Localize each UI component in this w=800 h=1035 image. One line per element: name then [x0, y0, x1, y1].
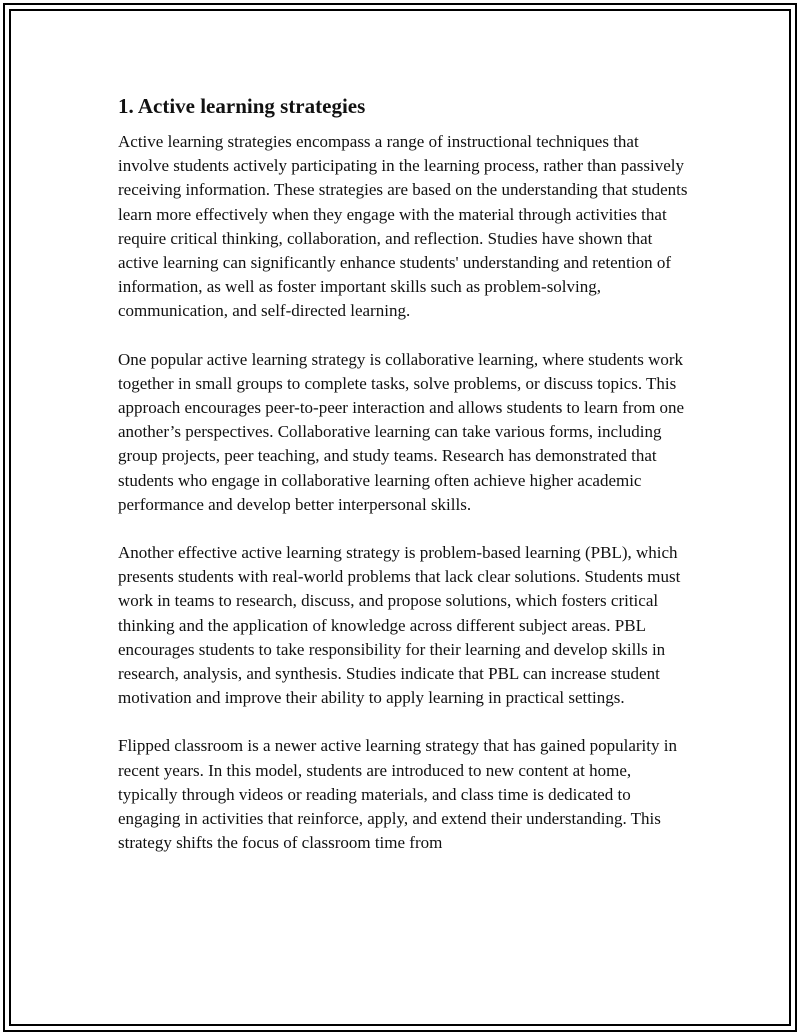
paragraph-collaborative-learning: One popular active learning strategy is collaborative learning, where students work together in small groups to complete tasks, solve problems, or discuss topics. This approach encourages peer-to-peer interaction and allows students to learn from one another’s perspectives. Collaborative learning can take various forms, including group projects, peer teaching, and study teams. Research has demonstrated that students who engage in collaborative learning often achieve higher academic performance and develop better interpersonal skills. [118, 349, 685, 514]
section-heading: 1. Active learning strategies [118, 94, 366, 118]
paragraph-problem-based-learning: Another effective active learning strategy is problem-based learning (PBL), which presents students with real-world problems that lack clear solutions. Students must work in teams to research, discuss, and propose solutions, which fosters critical thinking and the application of knowledge across different subject areas. PBL encourages students to take responsibility for their learning and develop skills in research, analysis, and synthesis. Studies indicate that PBL can increase student motivation and improve their ability to apply learning in practical settings. [118, 543, 681, 708]
paragraph-intro: Active learning strategies encompass a range of instructional techniques that involve students actively participating in the learning process, rather than passively receiving information. These strategies are based on the understanding that students learn more effectively when they engage with the material through activities that require critical thinking, collaboration, and reflection. Studies have shown that active learning can significantly enhance students' understanding and retention of information, as well as foster important skills such as problem-solving, communication, and self-directed learning. [118, 132, 688, 321]
document-body [118, 92, 693, 879]
paragraph-flipped-classroom: Flipped classroom is a newer active learning strategy that has gained popularity in recent years. In this model, students are introduced to new content at home, typically through videos or reading materials, and class time is dedicated to engaging in activities that reinforce, apply, and extend their understanding. This strategy shifts the focus of classroom time from [118, 736, 677, 853]
